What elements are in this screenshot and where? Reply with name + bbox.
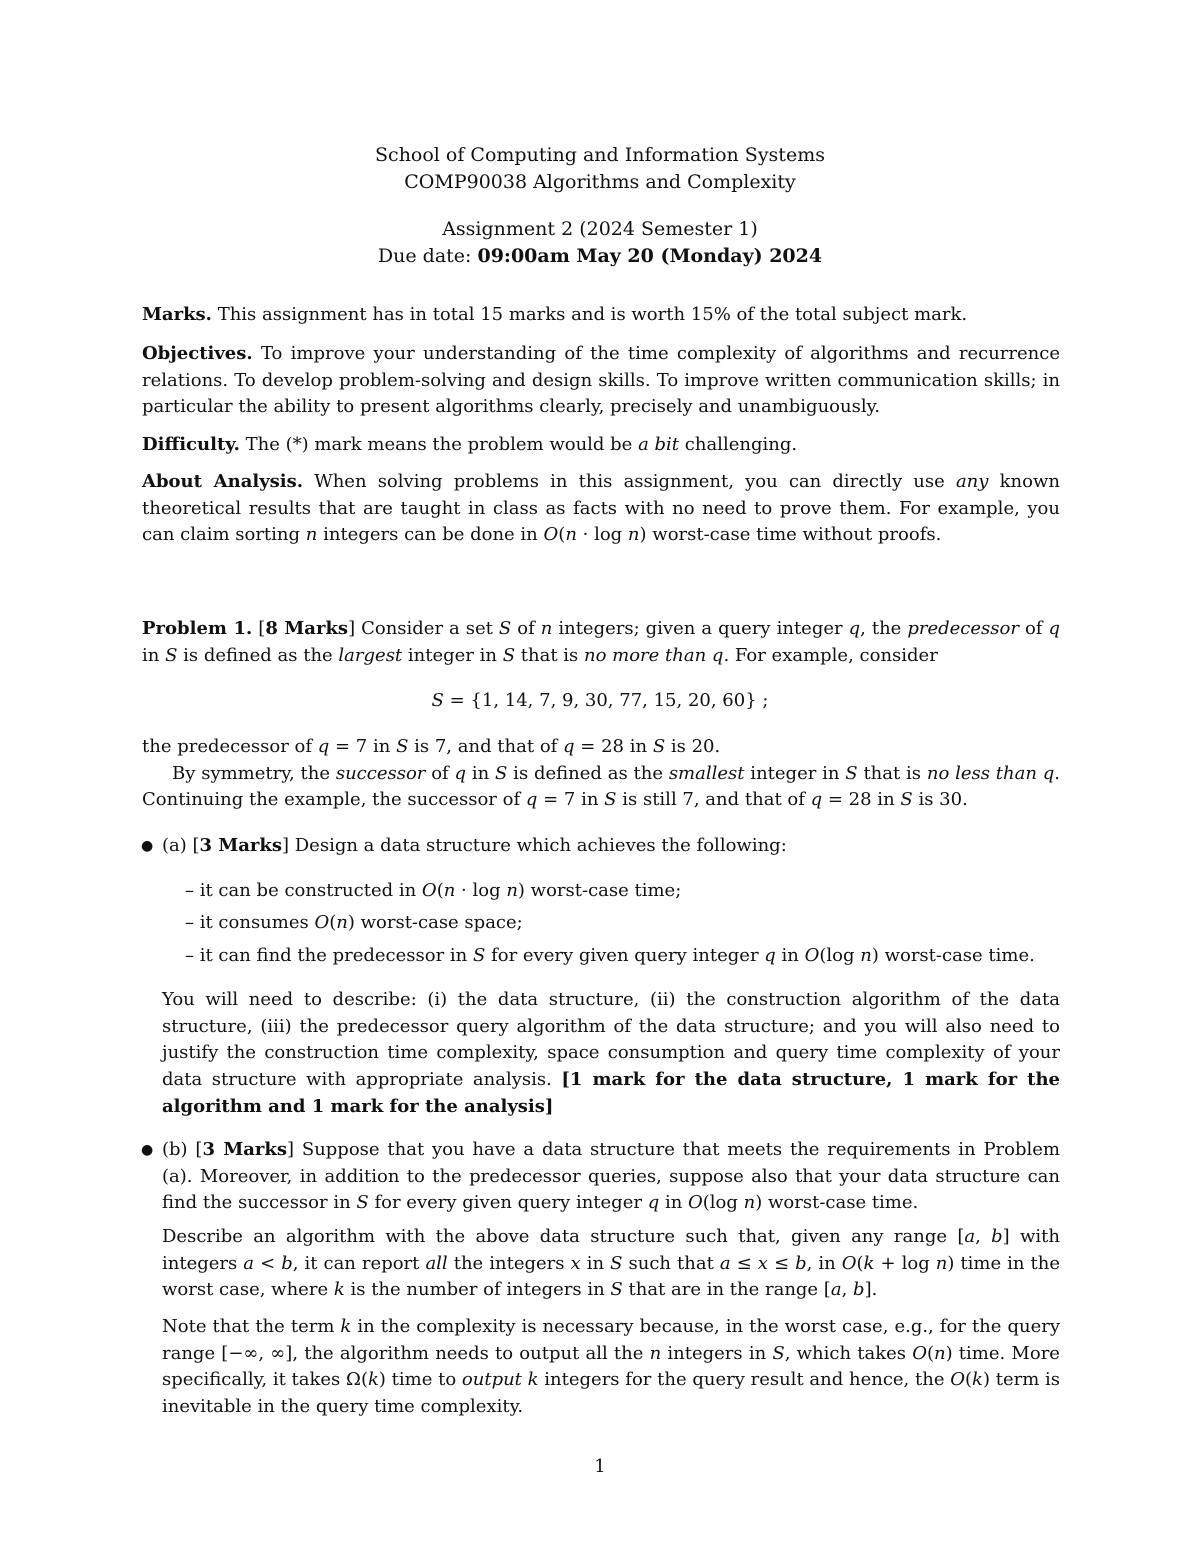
part-a-intro: Design a data structure which achieves the following: xyxy=(294,835,787,856)
part-a-item: – it consumes O(n) worst-case space; xyxy=(185,912,523,933)
part-a-item: – it can find the predecessor in S for every given query integer q in O(log n) worst-case time. xyxy=(185,945,1035,966)
bullet-icon: ● xyxy=(141,838,154,854)
analysis-emphasis: any xyxy=(955,471,989,492)
part-a-heading: (a) [3 Marks] Design a data structure which achieves the following: xyxy=(162,835,787,856)
part-b-heading: (b) [3 Marks] Suppose that you have a data structure that meets the requirements in Problem (a). Moreover, in addition to the predecessor queries, suppose also that your data structure can find the successor in S for every given query integer q in O(log n) worst-case time. xyxy=(162,1139,1060,1214)
difficulty-emphasis: a bit xyxy=(638,434,680,455)
marks-text: This assignment has in total 15 marks and is worth 15% of the total subject mark. xyxy=(217,304,968,325)
part-a-label: (a) xyxy=(162,835,187,856)
title-block xyxy=(0,142,1200,270)
analysis-label: About Analysis. xyxy=(142,471,304,492)
part-a-marks: 3 Marks xyxy=(199,835,282,856)
course-title: COMP90038 Algorithms and Complexity xyxy=(404,171,796,193)
difficulty-text: The (*) mark means the problem would be xyxy=(245,434,633,455)
school-name: School of Computing and Information Systems xyxy=(375,144,825,166)
part-b-description: Describe an algorithm with the above data structure such that, given any range [a, b] with integers a < b, it can report all the integers x in S such that a ≤ x ≤ b, in O(k + log n) time in the worst case, where k is the number of integers in S that are in the range [a, b]. xyxy=(162,1226,1061,1301)
analysis-text: When solving problems in this assignment, you can directly use xyxy=(314,471,945,492)
analysis-text-3: integers can be done in xyxy=(323,524,538,546)
part-a-rubric: [1 mark for the data structure, 1 mark for the algorithm and 1 mark for the analysis] xyxy=(162,1069,1060,1117)
objectives-text: To improve your understanding of the time complexity of algorithms and recurrence relations. To develop problem-solving and design skills. To improve written communication skills; in particular the ability to present algorithms clearly, precisely and unambiguously. xyxy=(142,343,1060,418)
due-date xyxy=(0,243,1200,270)
part-a-description xyxy=(162,987,1060,1121)
bullet-icon: ● xyxy=(141,1142,154,1158)
analysis-paragraph: About Analysis. When solving problems in this assignment, you can directly use any known theoretical results that are taught in class as facts with no need to prove them. For example, you can claim sorting n integers can be done in O(n · log n) worst-case time without proofs. xyxy=(142,471,1060,546)
part-b-label: (b) xyxy=(162,1139,188,1160)
marks-paragraph xyxy=(142,302,1060,329)
analysis-text-4: worst-case time without proofs. xyxy=(652,524,942,546)
objectives-paragraph xyxy=(142,341,1060,421)
page-number: 1 xyxy=(594,1456,606,1477)
due-value: 09:00am May 20 (Monday) 2024 xyxy=(477,245,823,267)
difficulty-text-end: challenging. xyxy=(684,434,798,455)
due-label: Due date: xyxy=(377,245,472,267)
problem1-marks: 8 Marks xyxy=(265,618,349,639)
part-a-item: – it can be constructed in O(n · log n) worst-case time; xyxy=(185,880,682,901)
difficulty-label: Difficulty. xyxy=(142,434,240,455)
problem1-label: Problem 1. xyxy=(142,618,253,639)
problem1-statement: Problem 1. [8 Marks] Consider a set S of n integers; given a query integer q, the predecessor of q in S is defined as the largest integer in S that is no more than q. For example, consider xyxy=(142,618,1060,666)
part-a-describe-text: You will need to describe: (i) the data structure, (ii) the construction algorithm of the data structure, (iii) the predecessor query algorithm of the data structure; and you will also need to justify the construction time complexity, space consumption and query time complexity of your data structure with appropriate analysis. xyxy=(162,989,1060,1091)
objectives-label: Objectives. xyxy=(142,343,253,364)
assignment-title: Assignment 2 (2024 Semester 1) xyxy=(442,218,758,240)
difficulty-paragraph xyxy=(142,432,1060,459)
predecessor-example: the predecessor of q = 7 in S is 7, and that of q = 28 in S is 20. By symmetry, the successor of q in S is defined as the smallest integer in S that is no less than q. Continuing the example, the successor of q = 7 in S is still 7, and that of q = 28 in S is 30. xyxy=(142,736,1061,811)
marks-label: Marks. xyxy=(142,304,212,325)
part-b-marks: 3 Marks xyxy=(202,1139,288,1160)
analysis-text-2: known theoretical results that are taught in class as facts with no need to prove them. For example, you can claim sorting xyxy=(142,471,1060,546)
part-b-note: Note that the term k in the complexity is necessary because, in the worst case, e.g., for the query range [−∞, ∞], the algorithm needs to output all the n integers in S, which takes O(n) time. More specifically, it takes Ω(k) time to output k integers for the query result and hence, the O(k) term is inevitable in the query time complexity. xyxy=(162,1316,1060,1418)
set-equation: S = {1, 14, 7, 9, 30, 77, 15, 20, 60} ; xyxy=(431,690,769,711)
